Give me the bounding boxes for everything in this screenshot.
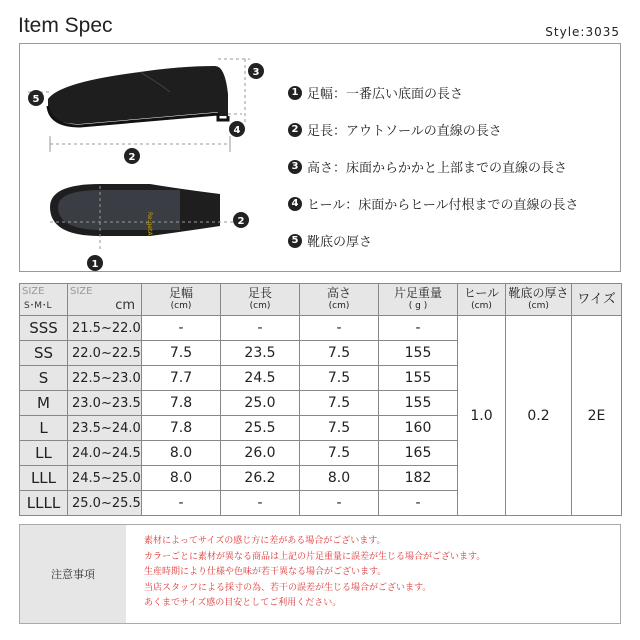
cm-range-cell: 22.0~22.5 [68, 341, 142, 366]
width-cell: 8.0 [142, 466, 221, 491]
weight-cell: 155 [379, 391, 458, 416]
width-cell: - [142, 491, 221, 516]
size-cell: LLL [20, 466, 68, 491]
width-cell: 8.0 [142, 441, 221, 466]
weight-cell: 165 [379, 441, 458, 466]
size-cell: SSS [20, 316, 68, 341]
size-cell: LLLL [20, 491, 68, 516]
size-cell: LL [20, 441, 68, 466]
header-width: 足幅 (cm) [142, 284, 221, 316]
height-cell: 7.5 [300, 441, 379, 466]
page-title: Item Spec [18, 14, 113, 37]
weight-cell: 182 [379, 466, 458, 491]
legend-item-5: 5 靴底の厚さ [288, 222, 578, 259]
cm-range-cell: 24.0~24.5 [68, 441, 142, 466]
note-line: 当店スタッフによる採寸の為、若干の誤差が生じる場合がございます。 [144, 582, 432, 593]
style-code: Style:3035 [545, 25, 620, 39]
length-cell: - [221, 491, 300, 516]
cm-range-cell: 21.5~22.0 [68, 316, 142, 341]
width-cell: 7.5 [142, 341, 221, 366]
svg-text:2: 2 [128, 152, 136, 163]
marker-2b [233, 212, 249, 228]
corner-size: SIZE S･M･L [20, 284, 68, 316]
note-line: あくまでサイズ感の目安としてご利用ください。 [144, 598, 342, 608]
heel-cell: 1.0 [458, 316, 506, 516]
table-header-row [20, 284, 622, 316]
cm-range-cell: 22.5~23.0 [68, 366, 142, 391]
width-cell: 7.8 [142, 391, 221, 416]
weight-cell: - [379, 491, 458, 516]
width-cell: 7.8 [142, 416, 221, 441]
height-cell: - [300, 316, 379, 341]
notes-label: 注意事項 [20, 525, 126, 623]
size-cell: SS [20, 341, 68, 366]
length-cell: 26.0 [221, 441, 300, 466]
width-cell: 7.7 [142, 366, 221, 391]
cm-range-cell: 25.0~25.5 [68, 491, 142, 516]
insole-logo: Re:getA [146, 212, 153, 236]
size-cell: M [20, 391, 68, 416]
header-height: 高さ (cm) [300, 284, 379, 316]
height-cell: 7.5 [300, 416, 379, 441]
svg-text:5: 5 [32, 94, 40, 105]
measurement-legend [288, 74, 578, 259]
size-cell: L [20, 416, 68, 441]
marker-2 [124, 148, 140, 164]
marker-3 [248, 63, 264, 79]
corner-cm: SIZE cm [68, 284, 142, 316]
size-spec-table [19, 283, 622, 516]
length-cell: 26.2 [221, 466, 300, 491]
marker-1 [87, 255, 103, 271]
width-cell: - [142, 316, 221, 341]
svg-text:4: 4 [233, 125, 241, 136]
length-cell: 25.5 [221, 416, 300, 441]
table-row [20, 316, 622, 341]
note-line: 素材によってサイズの感じ方に差がある場合がございます。 [144, 536, 386, 546]
header-length: 足長 (cm) [221, 284, 300, 316]
height-cell: 7.5 [300, 341, 379, 366]
svg-text:3: 3 [252, 67, 260, 78]
marker-5 [28, 90, 44, 106]
legend-item-2: 2 足長：アウトソールの直線の長さ [288, 111, 578, 148]
weight-cell: - [379, 316, 458, 341]
header-wise: ワイズ [572, 284, 622, 316]
size-cell: S [20, 366, 68, 391]
cm-range-cell: 23.5~24.0 [68, 416, 142, 441]
wise-cell: 2E [572, 316, 622, 516]
length-cell: 24.5 [221, 366, 300, 391]
shoe-illustration [20, 44, 275, 273]
header-weight: 片足重量 ( g ) [379, 284, 458, 316]
sole-cell: 0.2 [506, 316, 572, 516]
length-cell: - [221, 316, 300, 341]
weight-cell: 155 [379, 341, 458, 366]
legend-item-1: 1 足幅：一番広い底面の長さ [288, 74, 578, 111]
cm-range-cell: 24.5~25.0 [68, 466, 142, 491]
height-cell: 8.0 [300, 466, 379, 491]
svg-text:1: 1 [91, 259, 99, 270]
note-line: 生産時期により仕様や色味が若干異なる場合がございます。 [144, 567, 387, 577]
measurement-diagram [19, 43, 621, 272]
cm-range-cell: 23.0~23.5 [68, 391, 142, 416]
length-cell: 23.5 [221, 341, 300, 366]
weight-cell: 155 [379, 366, 458, 391]
legend-item-3: 3 高さ：床面からかかと上部までの直線の長さ [288, 148, 578, 185]
length-cell: 25.0 [221, 391, 300, 416]
legend-item-4: 4 ヒール：床面からヒール付根までの直線の長さ [288, 185, 578, 222]
marker-4 [229, 121, 245, 137]
height-cell: 7.5 [300, 366, 379, 391]
header-sole: 靴底の厚さ (cm) [506, 284, 572, 316]
notes-lines [126, 525, 620, 623]
height-cell: - [300, 491, 379, 516]
note-line: カラーごとに素材が異なる商品は上記の片足重量に誤差が生じる場合がございます。 [144, 551, 486, 562]
height-cell: 7.5 [300, 391, 379, 416]
header-heel: ヒール (cm) [458, 284, 506, 316]
notes-box [19, 524, 621, 624]
weight-cell: 160 [379, 416, 458, 441]
svg-text:2: 2 [237, 216, 245, 227]
